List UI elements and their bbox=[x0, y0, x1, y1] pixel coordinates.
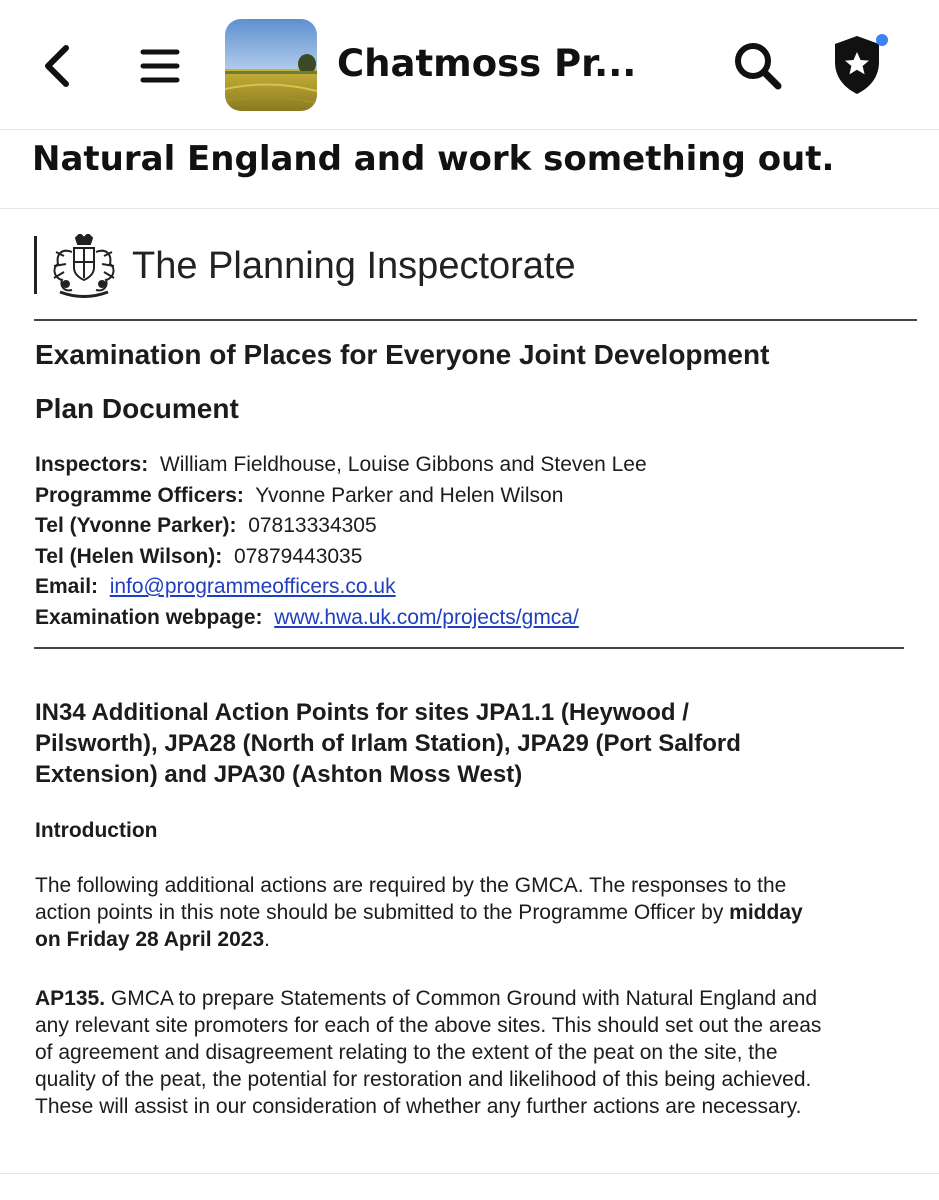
paragraph-line: These will assist in our consideration of whether any further actions are necessary. bbox=[35, 1095, 802, 1118]
paragraph-line: of agreement and disagreement relating to the extent of the peat on the site, the bbox=[35, 1041, 778, 1064]
webpage-label: Examination webpage: bbox=[35, 605, 263, 629]
tel-value: 07879443035 bbox=[233, 544, 363, 568]
paragraph-line: The following additional actions are required by the GMCA. The responses to the bbox=[35, 874, 787, 897]
heading-line: Pilsworth), JPA28 (North of Irlam Station), JPA29 (Port Salford bbox=[35, 730, 741, 757]
paragraph-line bbox=[35, 926, 925, 953]
introduction-heading: Introduction bbox=[35, 819, 158, 842]
tel-row bbox=[35, 542, 895, 573]
action-point-paragraph bbox=[35, 985, 925, 1120]
menu-button[interactable] bbox=[130, 38, 190, 94]
tel-row bbox=[35, 511, 895, 542]
inspectors-row bbox=[35, 450, 895, 481]
heading-line: Extension) and JPA30 (Ashton Moss West) bbox=[35, 761, 523, 788]
document-image[interactable] bbox=[0, 210, 939, 1172]
tel-value: 07813334305 bbox=[248, 514, 377, 537]
paragraph-line bbox=[35, 899, 925, 926]
notification-dot bbox=[876, 34, 888, 46]
app-header bbox=[0, 0, 939, 130]
line-text: action points in this note should be submitted to the Programme Officer by bbox=[35, 901, 730, 924]
email-link[interactable]: info@programmeofficers.co.uk bbox=[109, 575, 396, 598]
document-rule bbox=[34, 647, 904, 649]
inspectors-label: Inspectors: bbox=[35, 453, 149, 476]
paragraph-line: quality of the peat, the potential for restoration and likelihood of this being achieved. bbox=[35, 1068, 812, 1091]
document-title-line: Plan Document bbox=[35, 393, 239, 424]
line-text: . bbox=[264, 928, 270, 951]
action-point-label: AP135. bbox=[35, 987, 106, 1010]
webpage-link[interactable]: www.hwa.uk.com/projects/gmca/ bbox=[274, 605, 579, 629]
paragraph-line bbox=[35, 985, 925, 1012]
hamburger-menu-icon bbox=[138, 44, 182, 88]
email-row bbox=[35, 572, 895, 603]
webpage-row bbox=[35, 603, 895, 634]
document-rule bbox=[34, 319, 917, 321]
field-photo-icon bbox=[225, 19, 317, 111]
organisation-name: The Planning Inspectorate bbox=[132, 245, 576, 287]
group-avatar[interactable] bbox=[225, 19, 317, 111]
post-text: Natural England and work something out. bbox=[32, 139, 835, 179]
search-button[interactable] bbox=[728, 36, 788, 96]
divider bbox=[0, 208, 939, 209]
royal-crest-icon bbox=[46, 234, 122, 298]
tel-label: Tel (Yvonne Parker): bbox=[35, 514, 237, 537]
group-title[interactable]: Chatmoss Pr... bbox=[337, 42, 637, 85]
officers-value: Yvonne Parker and Helen Wilson bbox=[255, 483, 564, 507]
paragraph-line: any relevant site promoters for each of the above sites. This should set out the areas bbox=[35, 1014, 822, 1037]
brand-bar bbox=[34, 236, 37, 294]
chevron-left-icon bbox=[38, 42, 78, 90]
admin-tools-button[interactable] bbox=[826, 28, 896, 100]
action-points-heading bbox=[35, 697, 915, 790]
deadline-text: midday bbox=[729, 901, 803, 924]
officers-row bbox=[35, 481, 895, 512]
officers-label: Programme Officers: bbox=[35, 483, 244, 507]
back-button[interactable] bbox=[30, 38, 86, 94]
line-text: GMCA to prepare Statements of Common Ground with Natural England and bbox=[105, 987, 818, 1010]
divider bbox=[0, 1173, 939, 1174]
heading-line: IN34 Additional Action Points for sites JPA1.1 (Heywood / bbox=[35, 699, 689, 726]
inspectors-value: William Fieldhouse, Louise Gibbons and Steven Lee bbox=[159, 453, 647, 476]
document-title-line: Examination of Places for Everyone Joint Development bbox=[35, 339, 770, 370]
email-label: Email: bbox=[35, 575, 99, 598]
shield-star-icon bbox=[826, 28, 896, 100]
introduction-paragraph bbox=[35, 872, 925, 953]
search-icon bbox=[731, 39, 785, 93]
tel-label: Tel (Helen Wilson): bbox=[35, 544, 223, 568]
deadline-text: on Friday 28 April 2023 bbox=[35, 928, 265, 951]
contact-details bbox=[35, 450, 895, 633]
